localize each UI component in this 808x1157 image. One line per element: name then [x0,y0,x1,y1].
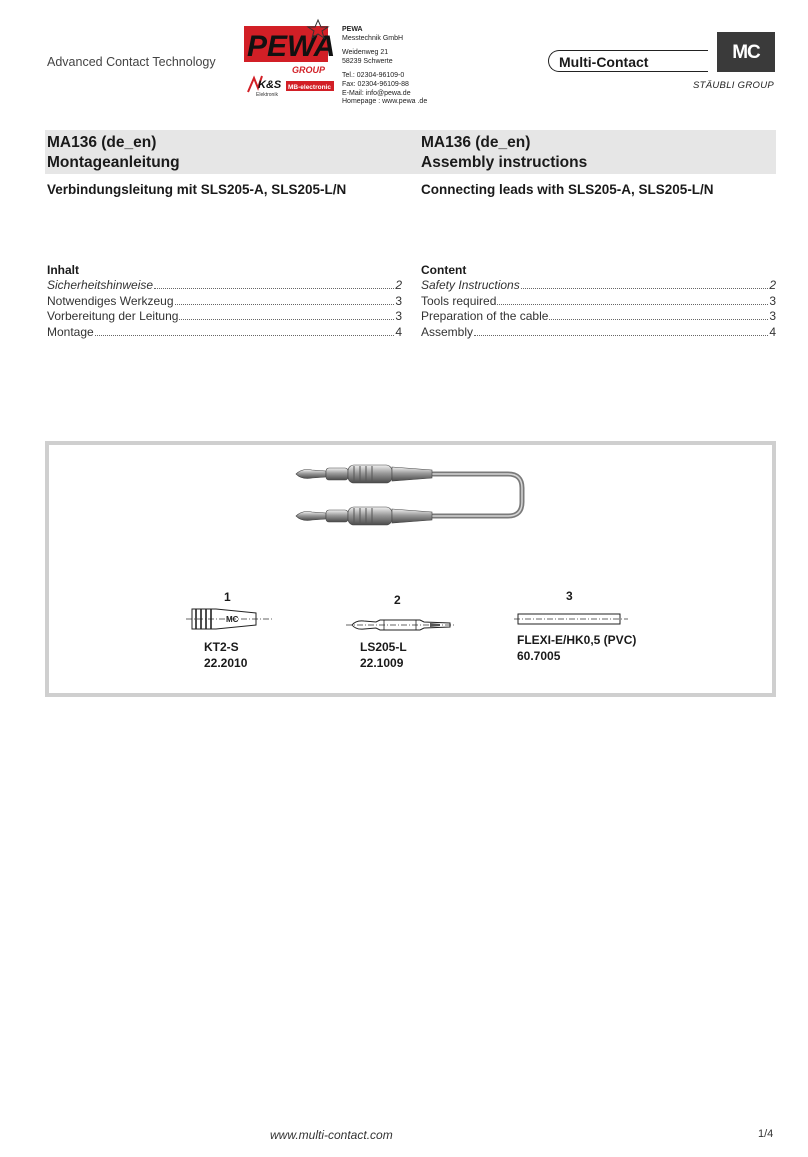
toc-item[interactable]: Sicherheitshinweise 2 [47,278,402,292]
part-2-name: LS205-L [360,640,407,654]
brand-group: STÄUBLI GROUP [693,80,774,91]
multi-contact-logo [546,32,776,94]
part-3-name: FLEXI-E/HK0,5 (PVC) [517,633,637,647]
pewa-stamp [238,18,434,104]
toc-item[interactable]: Safety Instructions 2 [421,278,776,292]
pewa-logo-group: GROUP [292,65,326,75]
toc-item[interactable]: Montage 4 [47,324,402,339]
part-1-number: 1 [224,590,231,604]
subtitle-en: Connecting leads with SLS205-A, SLS205-L/N [421,182,714,197]
part-2-text [360,639,407,671]
toc-item[interactable]: Preparation of the cable 3 [421,309,776,323]
brand-mark: MC [717,32,775,72]
brand-name: Multi-Contact [548,50,708,72]
doc-title-de: Montageanleitung [47,154,180,171]
pewa-street: Weidenweg 21 [342,49,389,57]
doc-code-de: MA136 (de_en) [47,134,157,151]
pewa-homepage: Homepage : www.pewa .de [342,98,428,106]
pewa-city: 58239 Schwerte [342,57,393,65]
pewa-logo-text: PEWA [247,30,336,63]
part-1-text [204,639,247,671]
mb-electronic-badge: MB-electronic [288,84,331,91]
toc-heading: Inhalt [47,263,79,277]
pewa-email: E-Mail: info@pewa.de [342,89,411,97]
toc-de [47,263,402,340]
pewa-fax: Fax: 02304-96109-88 [342,80,409,88]
title-de [47,133,180,173]
tagline: Advanced Contact Technology [47,55,216,69]
part-1-drawing [186,606,272,632]
plug-top [296,465,432,483]
pewa-tel: Tel.: 02304-96109-0 [342,72,405,80]
part-2-code: 22.1009 [360,656,404,670]
part-1-name: KT2-S [204,640,239,654]
toc-heading: Content [421,263,467,277]
pewa-address [342,26,427,107]
page-number: 1/4 [758,1128,774,1140]
footer-url[interactable]: www.multi-contact.com [270,1128,393,1142]
connecting-lead-image [290,458,535,538]
ks-logo-text: K&S [258,79,282,91]
part-1-code: 22.2010 [204,656,248,670]
doc-code-en: MA136 (de_en) [421,134,531,151]
toc-en [421,263,776,340]
toc-item[interactable]: Tools required 3 [421,293,776,308]
toc-item[interactable]: Vorbereitung der Leitung 3 [47,309,402,323]
part-3-text [517,632,636,664]
doc-title-en: Assembly instructions [421,154,588,171]
part-3-drawing [514,610,628,628]
subtitle-de: Verbindungsleitung mit SLS205-A, SLS205-L/N [47,182,347,197]
pewa-company-sub: Messtechnik GmbH [342,34,404,42]
part-3-number: 3 [566,589,573,603]
pewa-company: PEWA [342,26,363,33]
toc-item[interactable]: Notwendiges Werkzeug 3 [47,293,402,308]
plug-bottom [296,507,432,525]
part-2-drawing [346,614,456,636]
part-1-drawing-label: MC [226,615,239,624]
ks-logo-caption: Elektronik [256,92,278,98]
pewa-logo [238,18,338,104]
part-2-number: 2 [394,593,401,607]
toc-item[interactable]: Assembly 4 [421,324,776,339]
title-en [421,133,587,173]
part-3-code: 60.7005 [517,649,561,663]
